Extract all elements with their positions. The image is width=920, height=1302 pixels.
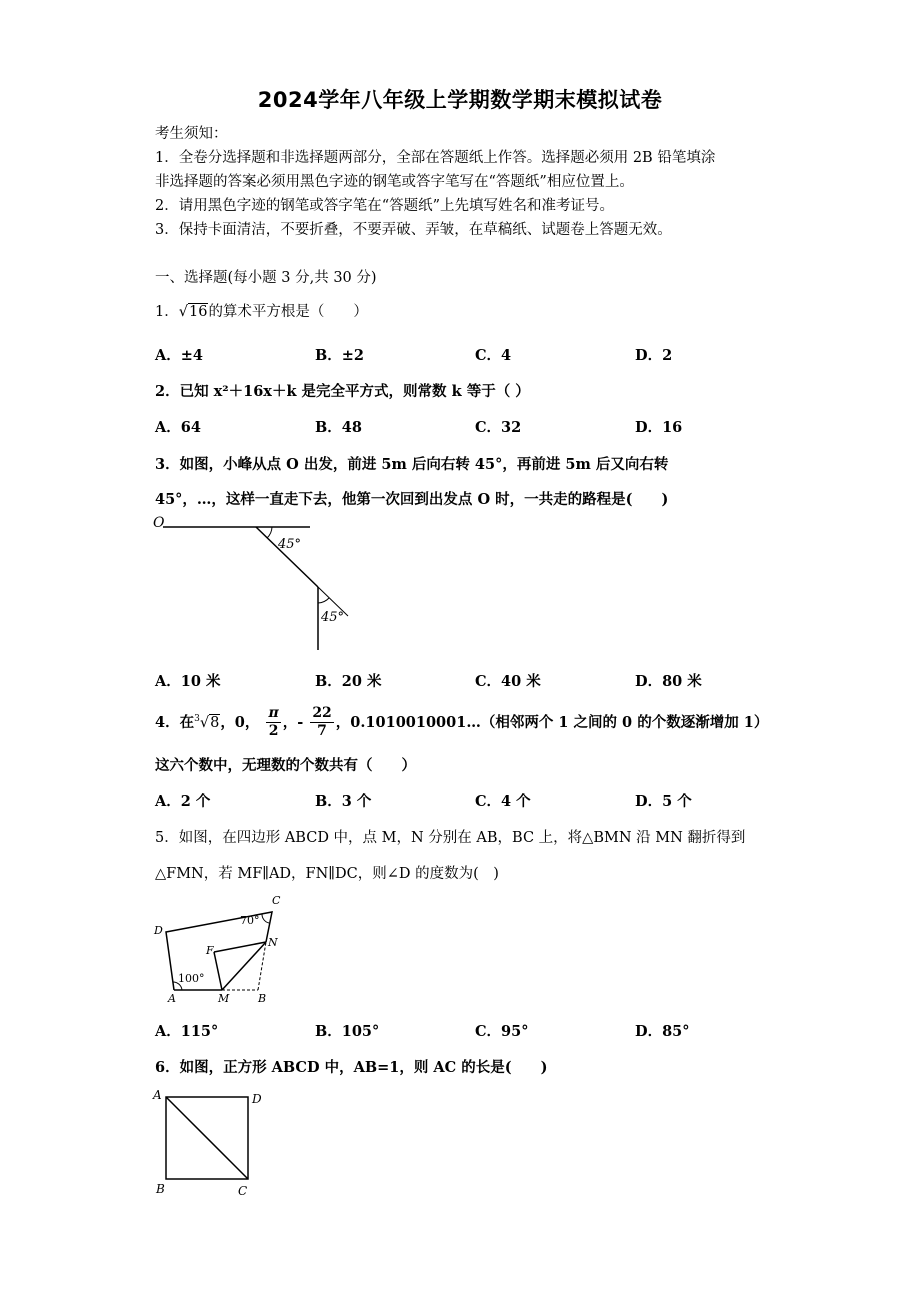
q6-diagonal-ac — [166, 1097, 248, 1179]
q5-label-a: A — [168, 992, 176, 1005]
q3-figure — [148, 512, 368, 652]
q4-fraction-denominator: 7 — [317, 723, 327, 740]
q2-option-d[interactable]: D．16 — [635, 419, 683, 436]
q4-separator-1: ，0， — [220, 713, 260, 731]
question-6: 6．如图，正方形 ABCD 中，AB=1，则 AC 的长是( ) — [155, 1059, 548, 1076]
question-2: 2．已知 x²＋16x＋k 是完全平方式，则常数 k 等于（ ） — [155, 383, 530, 400]
q4-option-d[interactable]: D．5 个 — [635, 793, 692, 810]
q5-label-d: D — [154, 924, 163, 937]
q6-label-b: B — [156, 1182, 165, 1196]
q4-tail: ，0.1010010001…（相邻两个 1 之间的 0 的个数逐渐增加 1） — [335, 713, 769, 731]
q5-label-m: M — [218, 992, 230, 1005]
q3-option-a[interactable]: A．10 米 — [155, 673, 221, 690]
q6-figure — [148, 1085, 278, 1200]
q1-option-a[interactable]: A．±4 — [155, 347, 203, 364]
q3-angle-arc-2 — [318, 598, 329, 603]
q5-segment-mf — [214, 952, 222, 990]
q6-label-a: A — [153, 1088, 162, 1102]
q2-option-c[interactable]: C．32 — [475, 419, 522, 436]
question-4-line-2: 这六个数中，无理数的个数共有（ ） — [155, 757, 416, 774]
q2-option-b[interactable]: B．48 — [315, 419, 362, 436]
q1-option-d[interactable]: D．2 — [635, 347, 673, 364]
q4-cube-root-index: 3 — [194, 714, 200, 724]
cube-root-sign: √ — [199, 714, 210, 731]
q5-label-f: F — [206, 944, 214, 957]
notice-item-3: 3．保持卡面清洁，不要折叠，不要弄破、弄皱，在草稿纸、试题卷上答题无效。 — [155, 222, 672, 238]
q5-label-c: C — [272, 894, 281, 907]
q4-pi-numerator: π — [268, 705, 279, 722]
q1-radicand: 16 — [188, 304, 208, 320]
question-3-line-1: 3．如图，小峰从点 O 出发，前进 5m 后向右转 45°，再前进 5m 后又向右转 — [155, 456, 669, 473]
square-root: √16 — [178, 304, 208, 320]
q2-option-a[interactable]: A．64 — [155, 419, 201, 436]
q4-separator-2: ，- — [282, 713, 304, 731]
q4-cube-radicand: 8 — [210, 714, 220, 731]
question-4-line-1 — [155, 700, 768, 742]
q5-figure — [148, 890, 288, 1010]
q5-option-c[interactable]: C．95° — [475, 1023, 529, 1040]
question-1-number: 1． — [155, 304, 179, 320]
q5-label-n: N — [268, 936, 278, 949]
notice-item-1-line-2: 非选择题的答案必须用黑色字迹的钢笔或答字笔写在“答题纸”相应位置上。 — [155, 174, 634, 190]
section-heading: 一、选择题(每小题 3 分,共 30 分) — [155, 270, 377, 286]
q5-angle-label-a: 100° — [178, 972, 205, 985]
fraction-22-over-7 — [310, 705, 333, 740]
q4-prefix: 4．在 — [155, 713, 195, 731]
q6-label-c: C — [238, 1184, 248, 1198]
q5-angle-arc-c — [262, 914, 269, 923]
q5-option-b[interactable]: B．105° — [315, 1023, 380, 1040]
q4-option-a[interactable]: A．2 个 — [155, 793, 211, 810]
q4-option-b[interactable]: B．3 个 — [315, 793, 372, 810]
page-title: 2024学年八年级上学期数学期末模拟试卷 — [257, 88, 663, 112]
q1-option-c[interactable]: C．4 — [475, 347, 512, 364]
q3-point-o-label: O — [153, 515, 165, 531]
q3-angle-label-1: 45° — [278, 537, 302, 552]
fraction-pi-over-2 — [266, 705, 280, 740]
notice-item-1-line-1: 1．全卷分选择题和非选择题两部分，全部在答题纸上作答。选择题必须用 2B 铅笔填涂 — [155, 150, 716, 166]
question-3-line-2: 45°，…，这样一直走下去，他第一次回到出发点 O 时，一共走的路程是( ) — [155, 491, 669, 508]
q3-option-d[interactable]: D．80 米 — [635, 673, 702, 690]
q4-fraction-numerator: 22 — [312, 705, 332, 722]
q3-option-b[interactable]: B．20 米 — [315, 673, 382, 690]
q6-label-d: D — [252, 1092, 262, 1106]
notice-item-2: 2．请用黑色字迹的钢笔或答字笔在“答题纸”上先填写姓名和准考证号。 — [155, 198, 615, 214]
q5-option-a[interactable]: A．115° — [155, 1023, 219, 1040]
question-1 — [155, 300, 368, 321]
question-5-line-2: △FMN，若 MF∥AD，FN∥DC，则∠D 的度数为( ) — [155, 866, 499, 882]
question-5-line-1: 5．如图，在四边形 ABCD 中，点 M，N 分别在 AB，BC 上，将△BMN 沿 MN 翻折得到 — [155, 830, 746, 846]
q5-option-d[interactable]: D．85° — [635, 1023, 690, 1040]
q4-pi-denominator: 2 — [268, 723, 279, 740]
q3-option-c[interactable]: C．40 米 — [475, 673, 541, 690]
q3-path-segment-2 — [256, 527, 318, 587]
q5-label-b: B — [258, 992, 267, 1005]
q5-angle-label-c: 70° — [240, 914, 260, 927]
q1-option-b[interactable]: B．±2 — [315, 347, 364, 364]
notice-heading: 考生须知： — [155, 126, 228, 142]
q3-angle-label-2: 45° — [321, 610, 345, 625]
question-1-text: 的算术平方根是（ ） — [208, 304, 368, 320]
q4-option-c[interactable]: C．4 个 — [475, 793, 531, 810]
q3-angle-arc-1 — [267, 527, 272, 538]
